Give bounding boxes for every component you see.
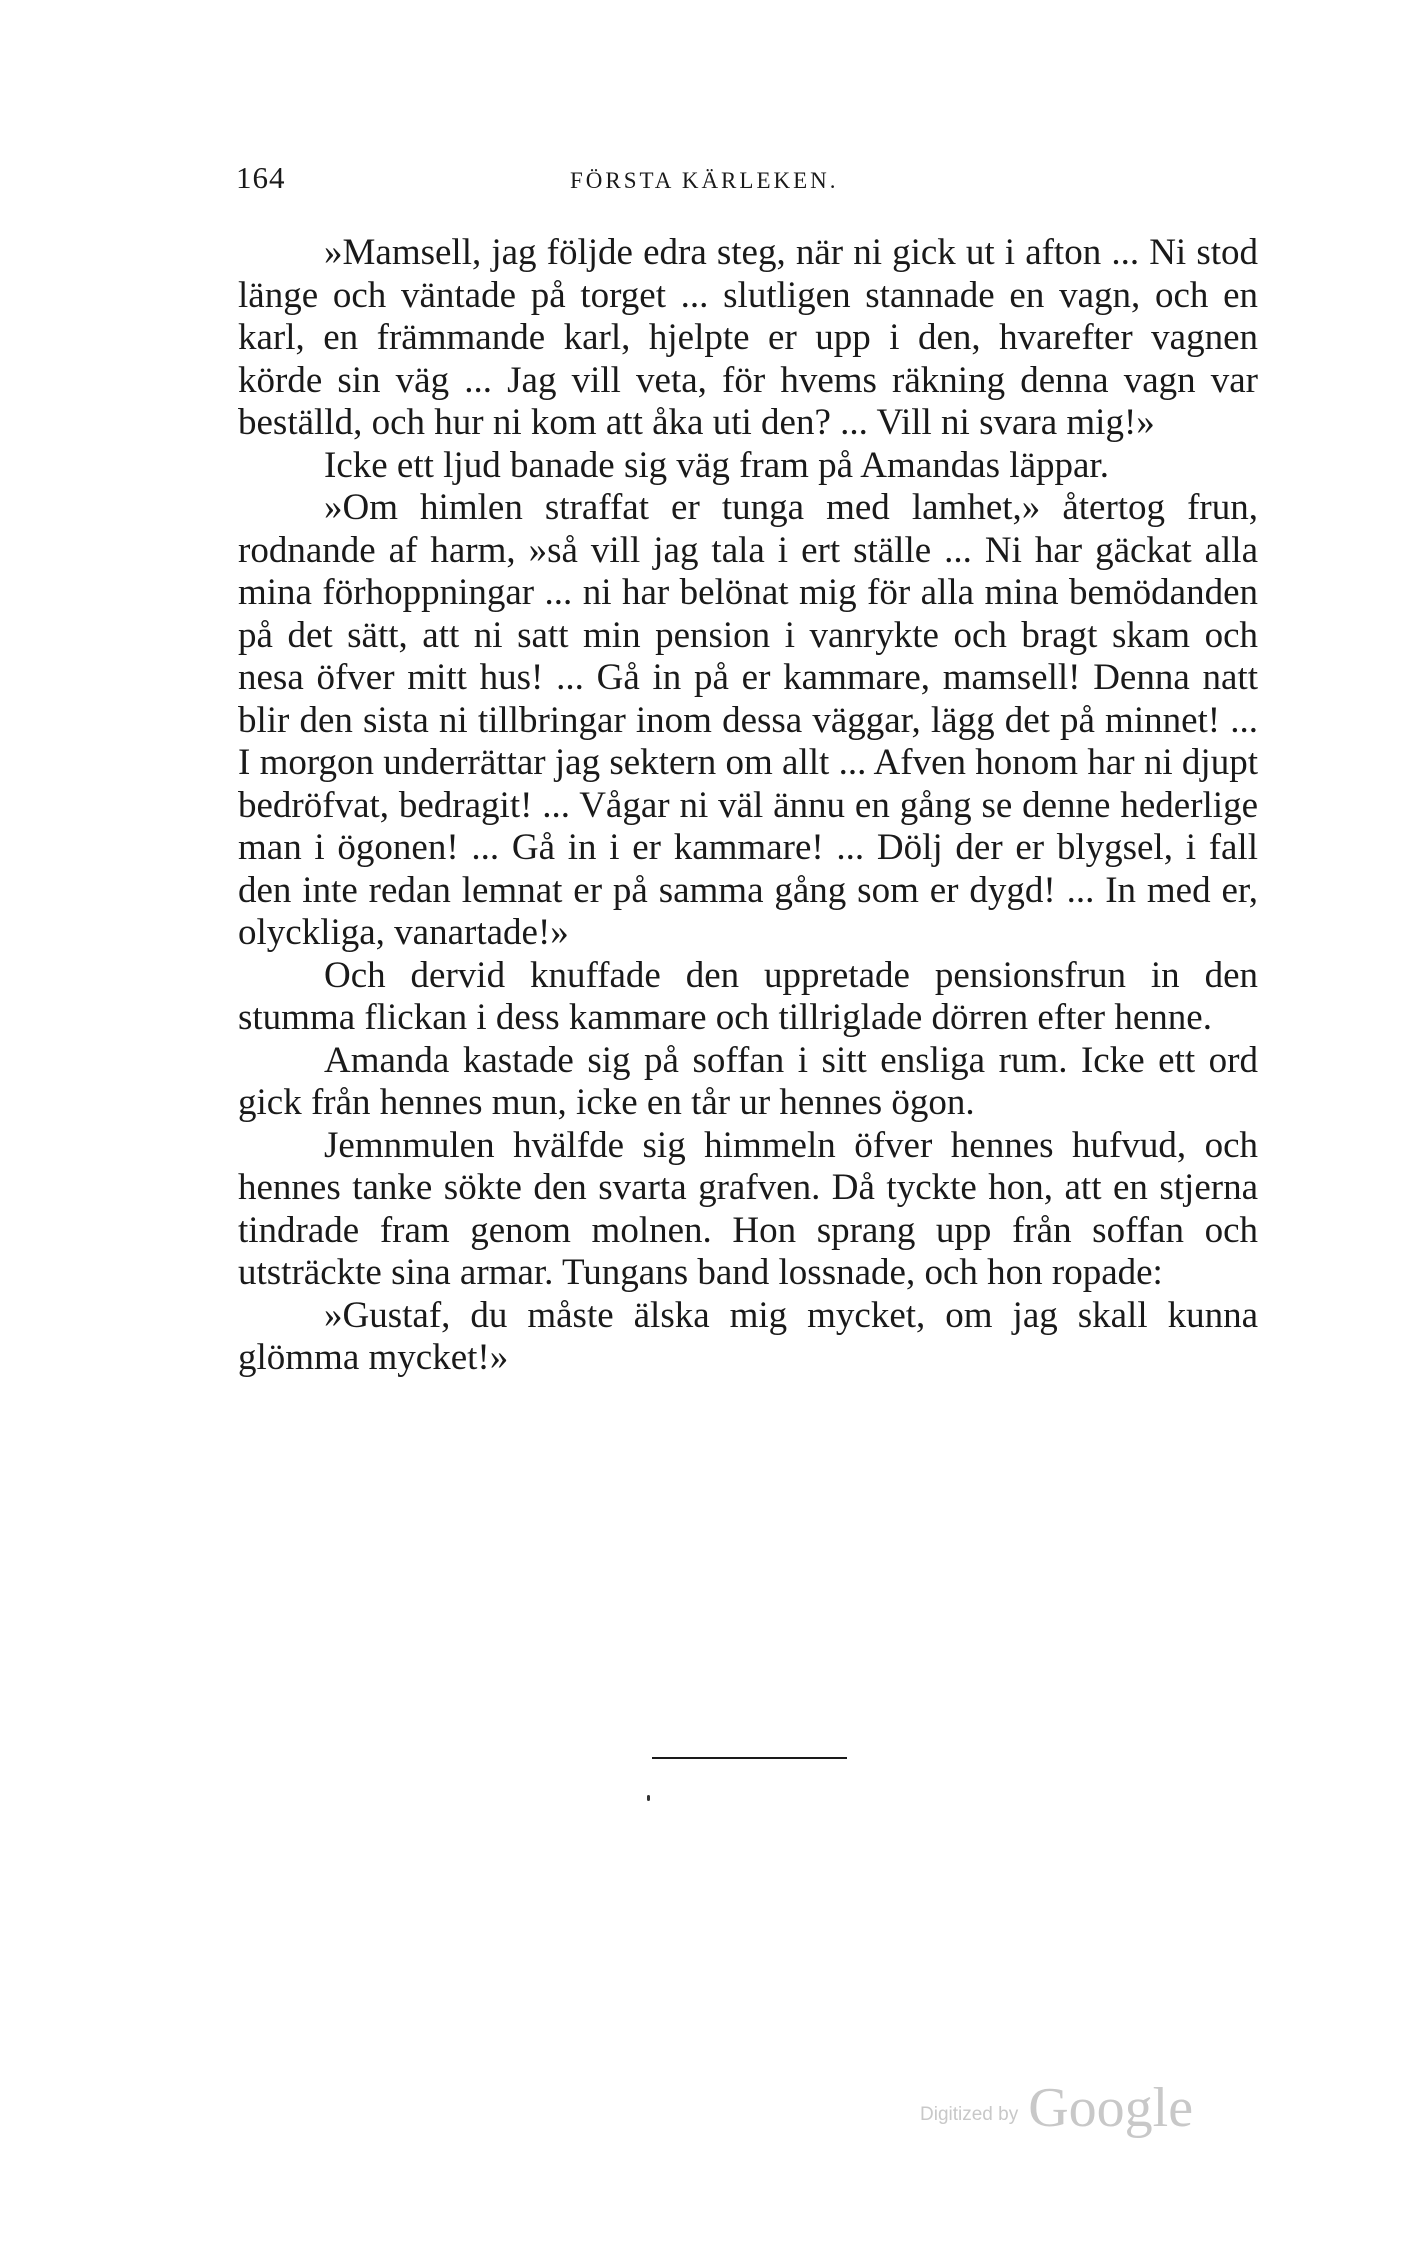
paragraph: »Om himlen straffat er tunga med lamhet,» återtog frun, rodnande af harm, »så vill jag tala i ert ställe ... Ni har gäckat alla mina förhoppningar ... ni har belönat mig för alla mina bemödanden på det sätt, att ni satt min pension i vanrykte och bragt skam och nesa öfver mitt hus! ... Gå in på er kammare, mamsell! Denna natt blir den sista ni tillbringar inom dessa väggar, lägg det på minnet! ... I morgon underrättar jag sektern om allt ... Afven honom har ni djupt bedröfvat, bedragit! ... Vågar ni väl ännu en gång se denne hederlige man i ögonen! ... Gå in i er kammare! ... Dölj der er blygsel, i fall den inte redan lemnat er på samma gång som er dygd! ... In med er, olyckliga, vanartade!» <box>238 487 1258 953</box>
page-number: 164 <box>236 160 286 195</box>
running-head: FÖRSTA KÄRLEKEN. <box>570 168 839 193</box>
paragraph: Icke ett ljud banade sig väg fram på Amandas läppar. <box>324 444 1109 486</box>
digitized-watermark <box>920 2076 1193 2140</box>
section-end-rule <box>652 1757 847 1759</box>
paragraph: Amanda kastade sig på soffan i sitt ensliga rum. Icke ett ord gick från hennes mun, icke en tår ur hennes ögon. <box>238 1039 1258 1123</box>
paragraph: »Mamsell, jag följde edra steg, när ni gick ut i afton ... Ni stod länge och väntade på torget ... slutligen stannade en vagn, och en karl, en främmande karl, hjelpte er upp i den, hvarefter vagnen körde sin väg ... Jag vill veta, för hvems räkning denna vagn var beställd, och hur ni kom att åka uti den? ... Vill ni svara mig!» <box>238 232 1258 443</box>
paragraph: Och dervid knuffade den uppretade pensionsfrun in den stumma flickan i dess kammare och tillriglade dörren efter henne. <box>238 954 1258 1038</box>
watermark-brand: Google <box>1028 2077 1194 2139</box>
paragraph: »Gustaf, du måste älska mig mycket, om jag skall kunna glömma mycket!» <box>238 1294 1258 1378</box>
ink-speck <box>647 1795 650 1801</box>
paragraph: Jemnmulen hvälfde sig himmeln öfver hennes hufvud, och hennes tanke sökte den svarta grafven. Då tyckte hon, att en stjerna tindrade fram genom molnen. Hon sprang upp från soffan och utsträckte sina armar. Tungans band lossnade, och hon ropade: <box>238 1124 1258 1293</box>
watermark-prefix: Digitized by <box>920 2104 1019 2125</box>
body-text <box>238 232 1258 1380</box>
